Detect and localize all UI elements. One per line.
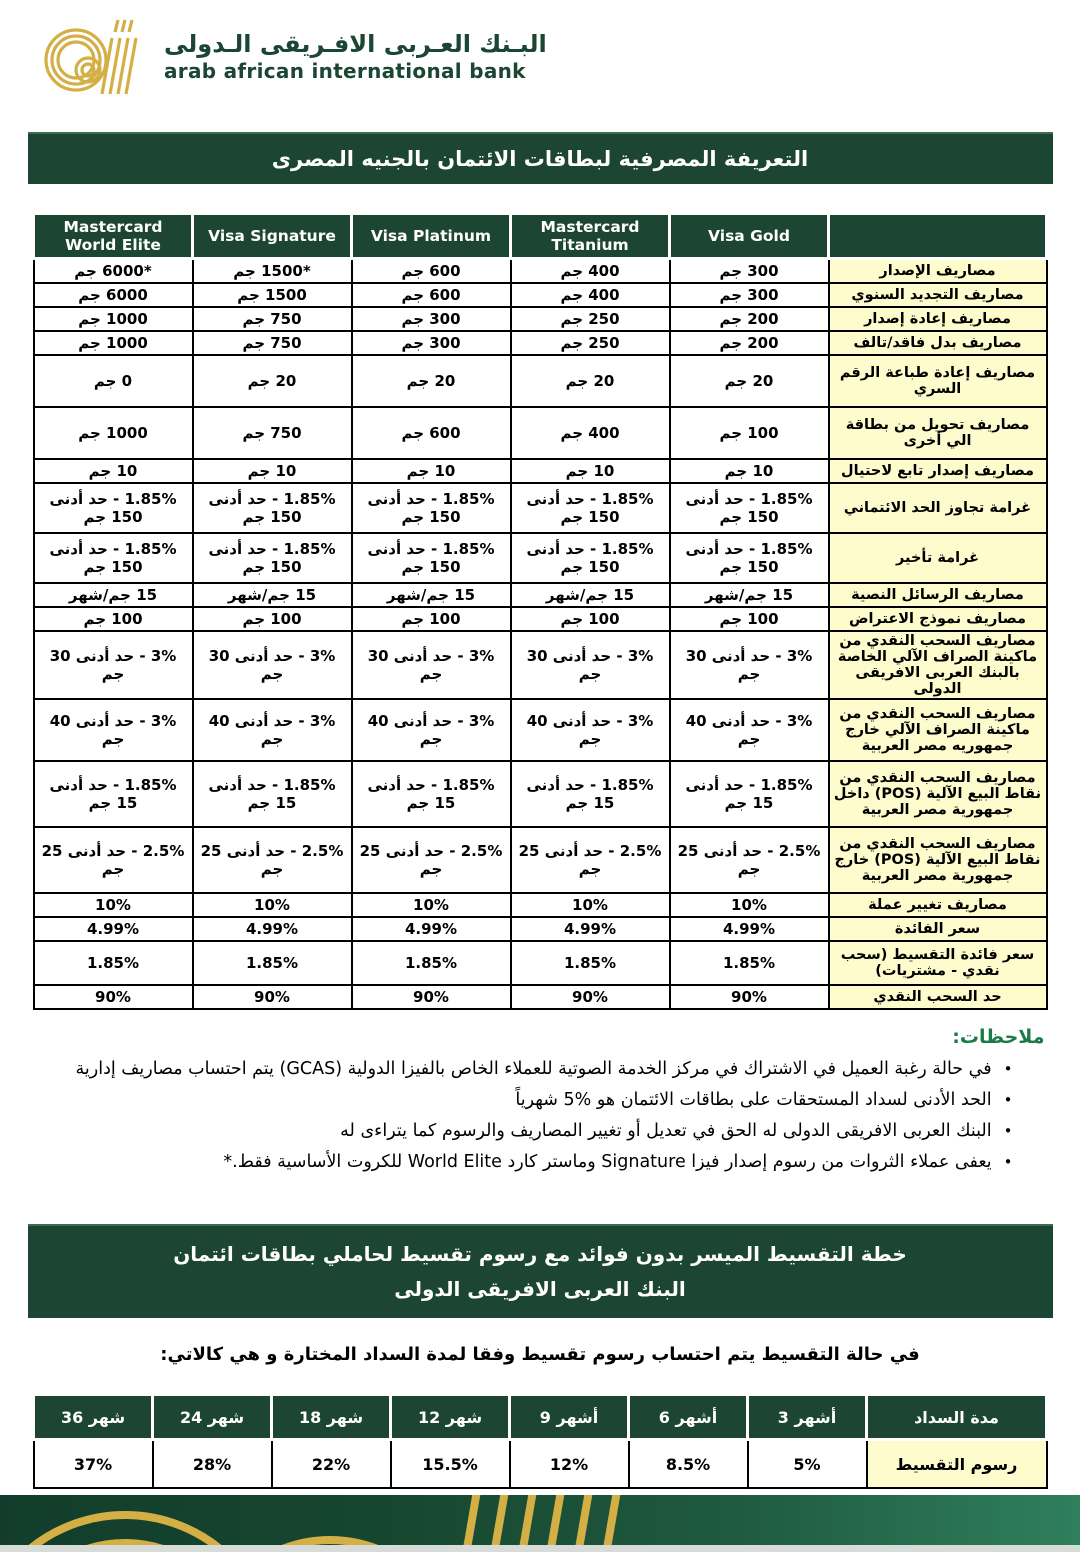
- fee-row-label: مصاريف الإصدار: [829, 259, 1047, 284]
- fee-row-label: مصاريف تحويل من بطاقة الي أخرى: [829, 407, 1047, 459]
- fee-value-cell: 300 جم: [670, 259, 829, 284]
- fee-value-cell: 400 جم: [511, 283, 670, 307]
- fee-value-cell: 300 جم: [352, 331, 511, 355]
- installment-fee-cell: 37%: [34, 1440, 153, 1489]
- fee-value-cell: 200 جم: [670, 307, 829, 331]
- fee-value-cell: 100 جم: [193, 607, 352, 631]
- card-column-header: Visa Gold: [670, 214, 829, 259]
- fee-value-cell: 2.5% - حد أدنى 25 جم: [511, 827, 670, 893]
- fee-value-cell: 20 جم: [670, 355, 829, 407]
- fee-value-cell: 3% - حد أدنى 40 جم: [193, 699, 352, 761]
- duration-header-cell: 12 شهر: [391, 1395, 510, 1440]
- fee-value-cell: 1.85%: [193, 941, 352, 985]
- fees-table-row: [34, 699, 1047, 761]
- fees-header-corner: [829, 214, 1047, 259]
- fees-table: [32, 212, 1048, 1010]
- bullet-icon: •: [1003, 1122, 1013, 1140]
- fee-value-cell: 1.85% - حد أدنى 150 جم: [193, 533, 352, 583]
- fees-table-row: [34, 307, 1047, 331]
- footer-band: [0, 1495, 1080, 1545]
- bullet-icon: •: [1003, 1091, 1013, 1109]
- duration-header-cell: 24 شهر: [153, 1395, 272, 1440]
- fee-value-cell: 3% - حد أدنى 40 جم: [34, 699, 193, 761]
- bullet-icon: •: [1003, 1060, 1013, 1078]
- fee-value-cell: 3% - حد أدنى 30 جم: [193, 631, 352, 699]
- fee-row-label: حد السحب النقدي: [829, 985, 1047, 1009]
- fee-value-cell: 400 جم: [511, 259, 670, 284]
- fee-value-cell: 1.85% - حد أدنى 15 جم: [511, 761, 670, 827]
- fee-value-cell: 600 جم: [352, 407, 511, 459]
- fee-row-label: غرامة تأخير: [829, 533, 1047, 583]
- fee-value-cell: 10 جم: [670, 459, 829, 483]
- fee-value-cell: 3% - حد أدنى 30 جم: [352, 631, 511, 699]
- fee-value-cell: 100 جم: [34, 607, 193, 631]
- note-text: الحد الأدنى لسداد المستحقات على بطاقات الائتمان هو %5 شهرياً: [515, 1090, 992, 1110]
- fee-value-cell: 4.99%: [352, 917, 511, 941]
- fee-value-cell: 10 جم: [193, 459, 352, 483]
- installment-fee-cell: 28%: [153, 1440, 272, 1489]
- fee-value-cell: 1.85% - حد أدنى 150 جم: [34, 533, 193, 583]
- note-text: البنك العربى الافريقى الدولى له الحق في تعديل أو تغيير المصاريف والرسوم كما يتراءى له: [340, 1121, 992, 1141]
- fee-value-cell: 0 جم: [34, 355, 193, 407]
- fee-value-cell: 300 جم: [670, 283, 829, 307]
- fee-value-cell: 3% - حد أدنى 30 جم: [34, 631, 193, 699]
- fee-value-cell: 15 جم/شهر: [670, 583, 829, 607]
- installment-fee-cell: 12%: [510, 1440, 629, 1489]
- installment-header-row: [34, 1395, 1047, 1440]
- fee-row-label: غرامة تجاوز الحد الائتماني: [829, 483, 1047, 533]
- card-column-header: Mastercard Titanium: [511, 214, 670, 259]
- fee-row-label: سعر الفائدة: [829, 917, 1047, 941]
- fees-table-row: [34, 355, 1047, 407]
- fee-value-cell: 1.85%: [352, 941, 511, 985]
- notes-title: ملاحظات:: [952, 1026, 1045, 1048]
- fee-row-label: مصاريف التجديد السنوي: [829, 283, 1047, 307]
- brand-arabic: البـنك العـربى الافـريقى الـدولى: [164, 30, 547, 58]
- fee-value-cell: 10%: [193, 893, 352, 917]
- fee-value-cell: 10%: [511, 893, 670, 917]
- fee-row-label: مصاريف السحب النقدي من نقاط البيع الآلية (POS) خارج جمهورية مصر العربية: [829, 827, 1047, 893]
- note-item: [34, 1085, 1047, 1116]
- fee-value-cell: 20 جم: [193, 355, 352, 407]
- card-column-header: Visa Signature: [193, 214, 352, 259]
- aaib-logo: [40, 14, 1080, 98]
- fee-value-cell: 100 جم: [511, 607, 670, 631]
- fees-table-row: [34, 985, 1047, 1009]
- fee-value-cell: 3% - حد أدنى 40 جم: [511, 699, 670, 761]
- fees-table-body: [34, 259, 1047, 1010]
- note-item: [34, 1147, 1047, 1178]
- fee-value-cell: 1.85% - حد أدنى 150 جم: [352, 533, 511, 583]
- notes-list: [34, 1054, 1047, 1178]
- fee-value-cell: 4.99%: [670, 917, 829, 941]
- fee-value-cell: 15 جم/شهر: [193, 583, 352, 607]
- fee-row-label: مصاريف إعادة إصدار: [829, 307, 1047, 331]
- fee-row-label: مصاريف الرسائل النصية: [829, 583, 1047, 607]
- fees-table-row: [34, 533, 1047, 583]
- fees-table-row: [34, 283, 1047, 307]
- duration-label-header: مدة السداد: [867, 1395, 1047, 1440]
- fee-value-cell: 750 جم: [193, 307, 352, 331]
- installment-fee-cell: 8.5%: [629, 1440, 748, 1489]
- fee-value-cell: 10 جم: [511, 459, 670, 483]
- installment-fees-label: رسوم التقسيط: [867, 1440, 1047, 1489]
- brand-text: [164, 29, 547, 83]
- fee-value-cell: 2.5% - حد أدنى 25 جم: [193, 827, 352, 893]
- main-title-banner: التعريفة المصرفية لبطاقات الائتمان بالجنيه المصرى: [28, 132, 1053, 184]
- fee-row-label: مصاريف نموذج الاعتراض: [829, 607, 1047, 631]
- bullet-icon: •: [1003, 1153, 1013, 1171]
- fees-table-row: [34, 331, 1047, 355]
- notes-section: [34, 1026, 1047, 1178]
- fee-value-cell: 750 جم: [193, 331, 352, 355]
- fees-table-row: [34, 631, 1047, 699]
- note-text: يعفى عملاء الثروات من رسوم إصدار فيزا Signature وماستر كارد World Elite للكروت الأساسية فقط.*: [223, 1152, 992, 1172]
- fees-table-row: [34, 483, 1047, 533]
- fee-value-cell: 1.85% - حد أدنى 150 جم: [511, 533, 670, 583]
- fee-value-cell: 20 جم: [511, 355, 670, 407]
- fee-value-cell: 200 جم: [670, 331, 829, 355]
- fee-value-cell: 1.85% - حد أدنى 150 جم: [511, 483, 670, 533]
- fee-value-cell: 1.85% - حد أدنى 150 جم: [193, 483, 352, 533]
- note-item: [34, 1116, 1047, 1147]
- fee-value-cell: 1.85% - حد أدنى 150 جم: [352, 483, 511, 533]
- fee-value-cell: 300 جم: [352, 307, 511, 331]
- fees-table-row: [34, 827, 1047, 893]
- duration-header-cell: 18 شهر: [272, 1395, 391, 1440]
- fee-value-cell: 1000 جم: [34, 331, 193, 355]
- fee-value-cell: 10%: [352, 893, 511, 917]
- fees-table-row: [34, 893, 1047, 917]
- fee-value-cell: 1.85%: [670, 941, 829, 985]
- card-column-header: Mastercard World Elite: [34, 214, 193, 259]
- fee-value-cell: 3% - حد أدنى 30 جم: [670, 631, 829, 699]
- fee-value-cell: 1.85%: [34, 941, 193, 985]
- fee-value-cell: 1500 جم: [193, 283, 352, 307]
- fee-value-cell: 600 جم: [352, 259, 511, 284]
- fee-value-cell: *1500 جم: [193, 259, 352, 284]
- aaib-logo-mark-icon: [40, 14, 148, 98]
- fee-value-cell: 3% - حد أدنى 40 جم: [670, 699, 829, 761]
- installment-fee-cell: 22%: [272, 1440, 391, 1489]
- fee-value-cell: 15 جم/شهر: [34, 583, 193, 607]
- fee-value-cell: 20 جم: [352, 355, 511, 407]
- fees-table-row: [34, 761, 1047, 827]
- note-text: في حالة رغبة العميل في الاشتراك في مركز الخدمة الصوتية للعملاء الخاص بالفيزا الدولية (GCAS) يتم احتساب مصاريف إدارية: [75, 1059, 992, 1079]
- installment-fee-cell: 5%: [748, 1440, 867, 1489]
- fee-value-cell: 10%: [34, 893, 193, 917]
- fee-value-cell: 1.85% - حد أدنى 15 جم: [352, 761, 511, 827]
- fee-value-cell: 10 جم: [34, 459, 193, 483]
- fee-value-cell: 1.85% - حد أدنى 150 جم: [670, 533, 829, 583]
- fee-value-cell: 10 جم: [352, 459, 511, 483]
- fee-value-cell: 1.85%: [511, 941, 670, 985]
- fee-row-label: مصاريف بدل فاقد/تالف: [829, 331, 1047, 355]
- fee-value-cell: 2.5% - حد أدنى 25 جم: [670, 827, 829, 893]
- fee-value-cell: 250 جم: [511, 307, 670, 331]
- fees-table-row: [34, 941, 1047, 985]
- duration-header-cell: 3 أشهر: [748, 1395, 867, 1440]
- fee-value-cell: 750 جم: [193, 407, 352, 459]
- fee-value-cell: 1000 جم: [34, 407, 193, 459]
- fee-value-cell: 15 جم/شهر: [352, 583, 511, 607]
- fee-value-cell: 100 جم: [352, 607, 511, 631]
- fee-value-cell: 3% - حد أدنى 40 جم: [352, 699, 511, 761]
- fee-value-cell: 1.85% - حد أدنى 15 جم: [34, 761, 193, 827]
- footer-pattern-icon: [0, 1495, 1080, 1545]
- duration-header-cell: 9 أشهر: [510, 1395, 629, 1440]
- fees-table-row: [34, 259, 1047, 284]
- installment-banner-line1: خطة التقسيط الميسر بدون فوائد مع رسوم تقسيط لحاملي بطاقات ائتمان: [173, 1242, 907, 1266]
- fee-value-cell: 1000 جم: [34, 307, 193, 331]
- duration-header-cell: 6 أشهر: [629, 1395, 748, 1440]
- installment-banner: [28, 1224, 1053, 1318]
- fee-value-cell: 2.5% - حد أدنى 25 جم: [352, 827, 511, 893]
- fee-value-cell: 1.85% - حد أدنى 15 جم: [193, 761, 352, 827]
- fee-value-cell: 3% - حد أدنى 30 جم: [511, 631, 670, 699]
- fee-value-cell: 15 جم/شهر: [511, 583, 670, 607]
- fees-table-header-row: [34, 214, 1047, 259]
- fee-row-label: مصاريف إصدار تابع لاحتيال: [829, 459, 1047, 483]
- fees-table-row: [34, 583, 1047, 607]
- fee-value-cell: 250 جم: [511, 331, 670, 355]
- fee-value-cell: 6000 جم: [34, 283, 193, 307]
- fee-value-cell: *6000 جم: [34, 259, 193, 284]
- installment-values-row: [34, 1440, 1047, 1489]
- card-column-header: Visa Platinum: [352, 214, 511, 259]
- fee-value-cell: 90%: [193, 985, 352, 1009]
- fee-value-cell: 4.99%: [34, 917, 193, 941]
- fee-value-cell: 100 جم: [670, 407, 829, 459]
- fees-table-row: [34, 459, 1047, 483]
- note-item: [34, 1054, 1047, 1085]
- fee-value-cell: 1.85% - حد أدنى 150 جم: [34, 483, 193, 533]
- fee-value-cell: 100 جم: [670, 607, 829, 631]
- fees-table-row: [34, 917, 1047, 941]
- installment-banner-line2: البنك العربى الافريقى الدولى: [394, 1277, 686, 1301]
- fee-row-label: مصاريف تغيير عملة: [829, 893, 1047, 917]
- fee-value-cell: 90%: [670, 985, 829, 1009]
- fee-value-cell: 2.5% - حد أدنى 25 جم: [34, 827, 193, 893]
- installment-table: [32, 1393, 1048, 1489]
- fee-row-label: مصاريف السحب النقدي من ماكينة الصراف الآلي خارج جمهوريه مصر العربية: [829, 699, 1047, 761]
- fee-row-label: مصاريف السحب النقدي من ماكينة الصراف الآلي الخاصة بالبنك العربى الافريقى الدولى: [829, 631, 1047, 699]
- fee-value-cell: 4.99%: [511, 917, 670, 941]
- fee-value-cell: 600 جم: [352, 283, 511, 307]
- fee-value-cell: 1.85% - حد أدنى 15 جم: [670, 761, 829, 827]
- fee-value-cell: 90%: [511, 985, 670, 1009]
- footer-bottom-strip: [0, 1545, 1080, 1552]
- fee-value-cell: 400 جم: [511, 407, 670, 459]
- installment-intro: في حالة التقسيط يتم احتساب رسوم تقسيط وفقا لمدة السداد المختارة و هي كالاتي:: [160, 1344, 920, 1365]
- installment-fee-cell: 15.5%: [391, 1440, 510, 1489]
- fees-table-row: [34, 607, 1047, 631]
- fee-value-cell: 1.85% - حد أدنى 150 جم: [670, 483, 829, 533]
- fee-row-label: مصاريف السحب النقدي من نقاط البيع الآلية (POS) داخل جمهورية مصر العربية: [829, 761, 1047, 827]
- duration-header-cell: 36 شهر: [34, 1395, 153, 1440]
- fees-table-row: [34, 407, 1047, 459]
- fee-value-cell: 10%: [670, 893, 829, 917]
- fee-value-cell: 90%: [352, 985, 511, 1009]
- fee-value-cell: 4.99%: [193, 917, 352, 941]
- brand-english: arab african international bank: [164, 59, 526, 83]
- fee-row-label: مصاريف إعادة طباعة الرقم السري: [829, 355, 1047, 407]
- fee-row-label: سعر فائدة التقسيط (سحب نقدي - مشتريات): [829, 941, 1047, 985]
- fee-value-cell: 90%: [34, 985, 193, 1009]
